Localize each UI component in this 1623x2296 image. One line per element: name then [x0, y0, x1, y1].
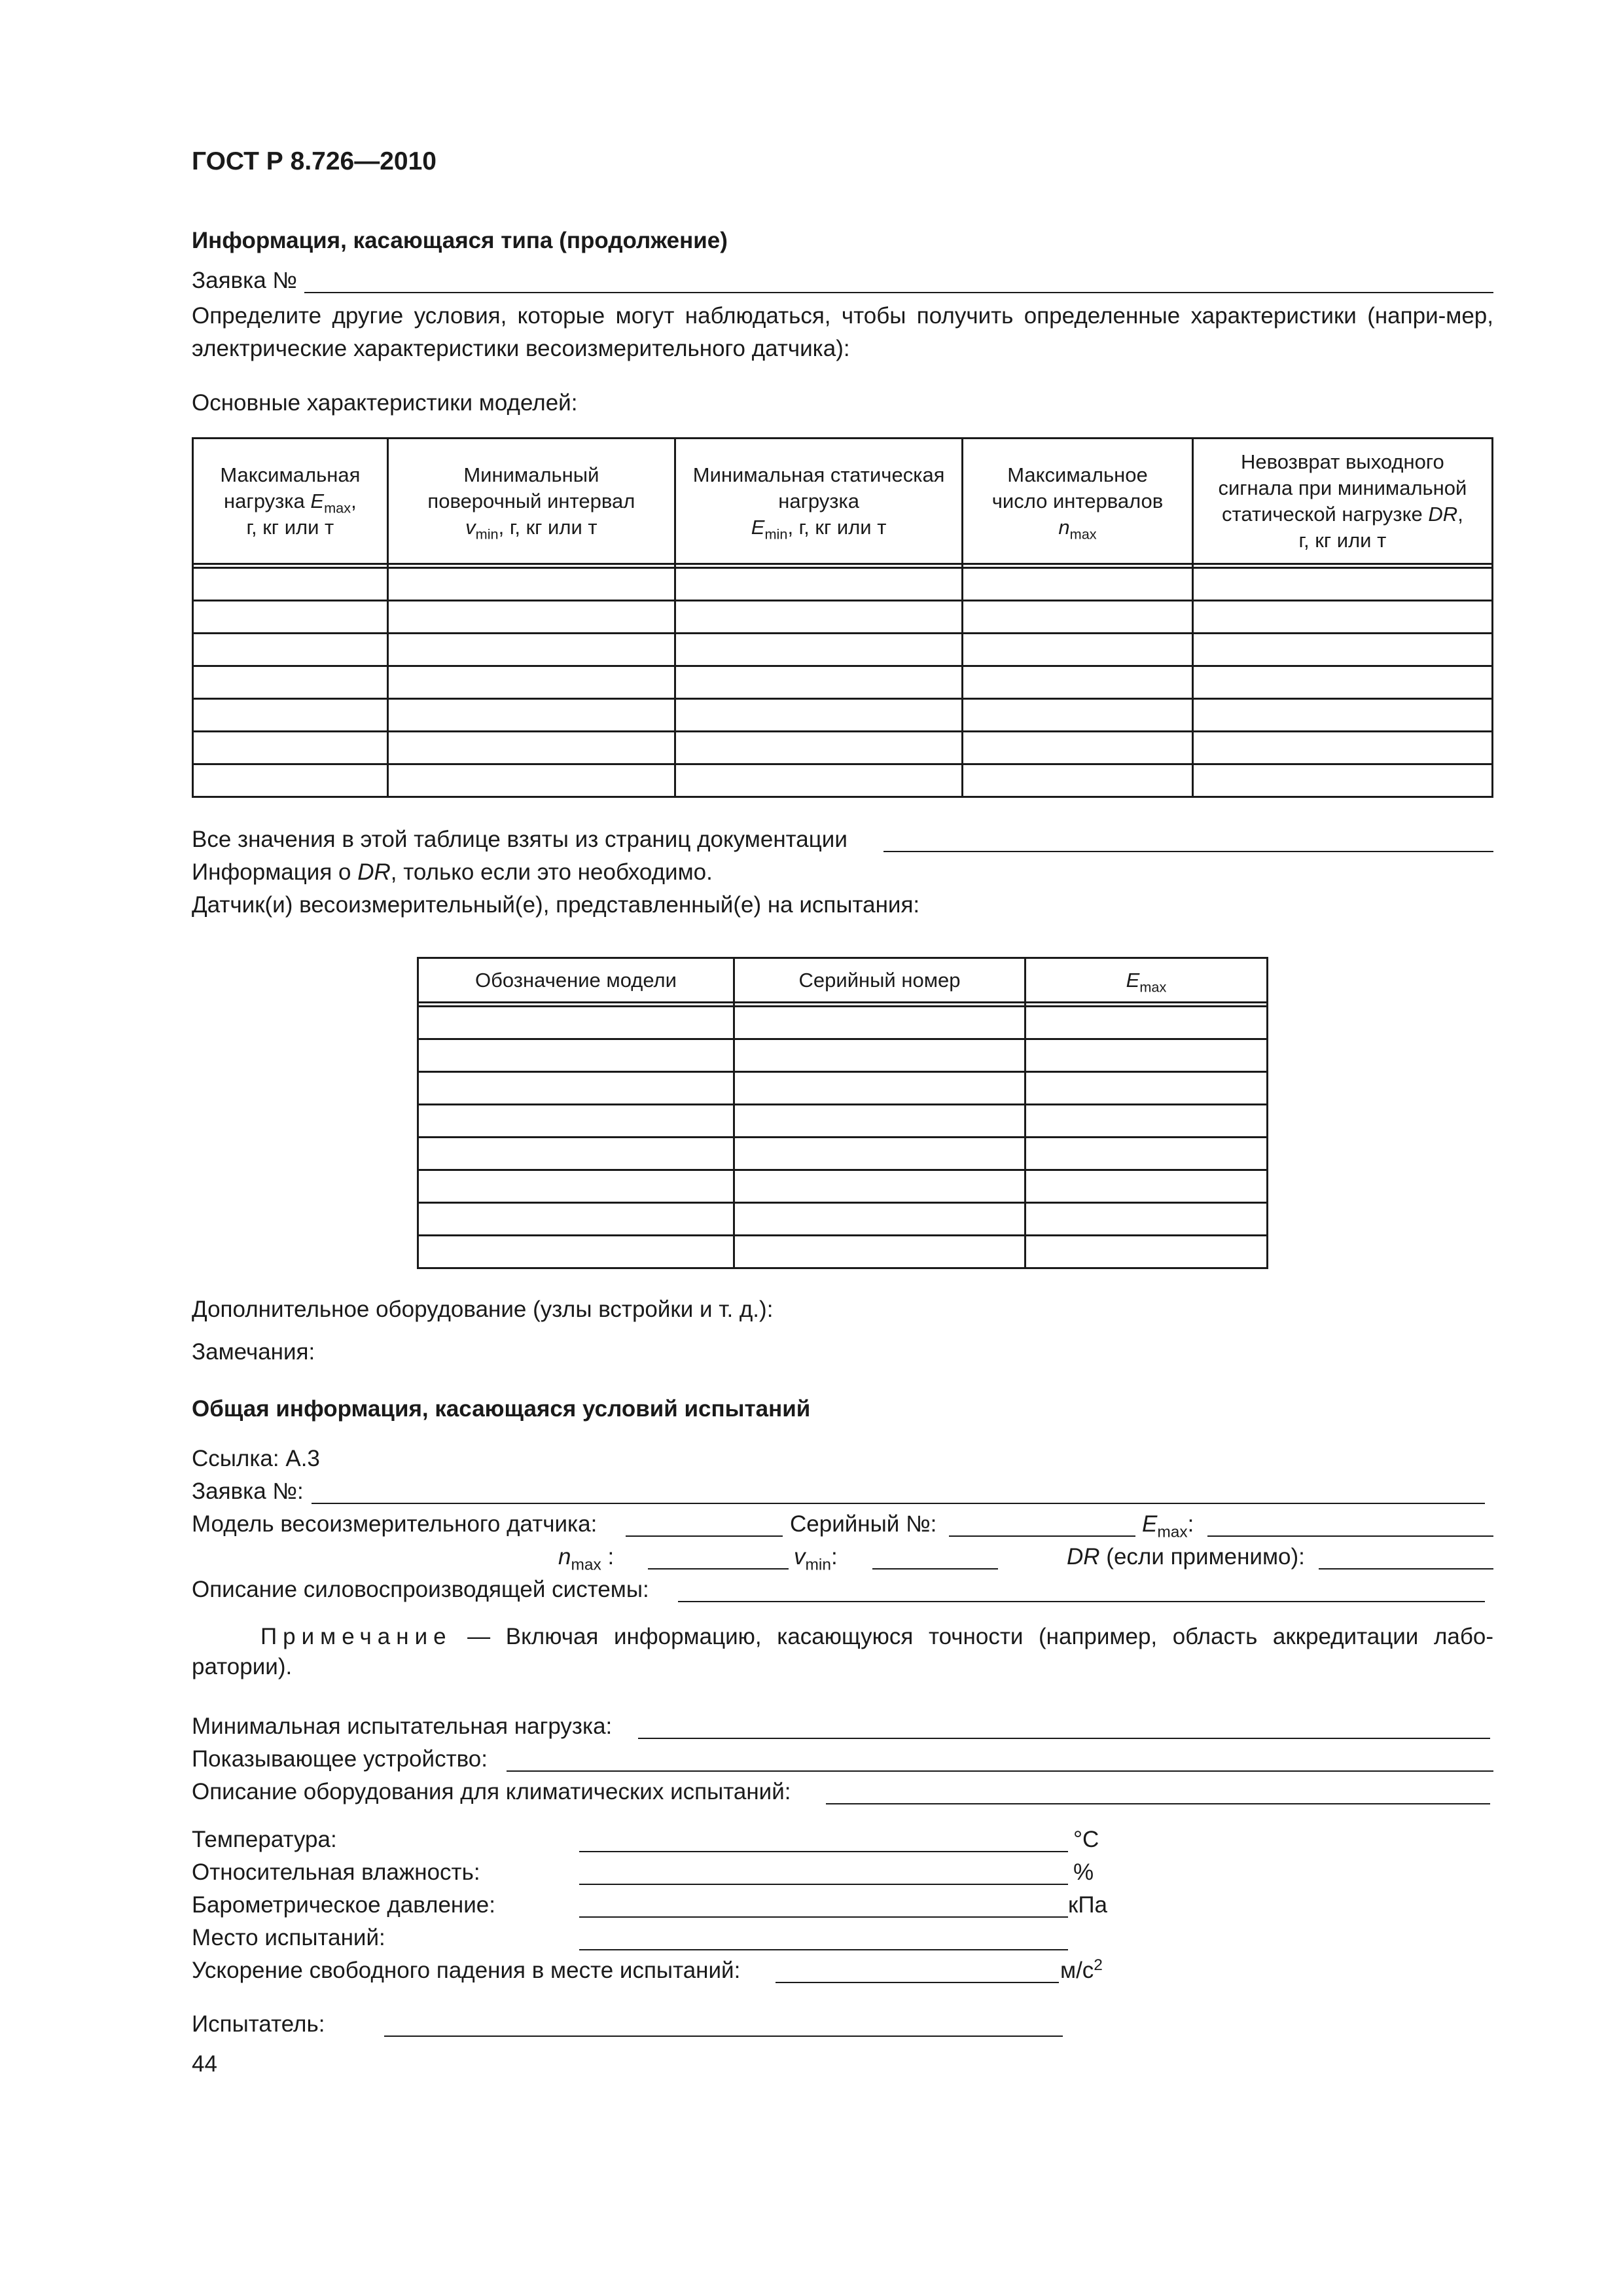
table-row[interactable] — [418, 1039, 1268, 1072]
serial-number-field[interactable] — [949, 1535, 1135, 1537]
indicator-field[interactable] — [507, 1770, 1493, 1772]
nmax-field[interactable] — [648, 1568, 789, 1570]
table-row[interactable] — [418, 1236, 1268, 1268]
nmax-label: $n_{max}$ : — [558, 1544, 615, 1574]
table-row[interactable] — [418, 1203, 1268, 1236]
header-emax: $E_{max}$ — [1026, 958, 1268, 1003]
application-number-field[interactable] — [304, 292, 1493, 293]
table-row[interactable] — [193, 568, 1493, 601]
section-heading-test-info: Общая информация, касающаяся условий испытаний — [192, 1396, 811, 1422]
gravity-field[interactable] — [776, 1982, 1059, 1983]
page-number: 44 — [192, 2051, 217, 2077]
force-system-label: Описание силовоспроизводящей системы: — [192, 1577, 649, 1602]
remarks-label: Замечания: — [192, 1339, 315, 1365]
pressure-field[interactable] — [579, 1916, 1068, 1918]
humidity-field[interactable] — [579, 1884, 1068, 1885]
reference-text: Ссылка: А.3 — [192, 1446, 320, 1471]
test-application-label: Заявка №: — [192, 1479, 304, 1504]
sensor-model-label: Модель весоизмерительного датчика: — [192, 1511, 597, 1537]
pressure-unit: кПа — [1068, 1892, 1107, 1918]
application-label: Заявка № — [192, 268, 297, 293]
table-row[interactable] — [418, 1105, 1268, 1138]
climate-equipment-label: Описание оборудования для климатических испытаний: — [192, 1779, 791, 1804]
sensors-table-header — [418, 958, 1268, 1003]
values-source-label: Все значения в этой таблице взяты из страниц документации — [192, 827, 847, 852]
emax-label: $E_{max}$: — [1142, 1511, 1194, 1541]
force-system-field[interactable] — [678, 1601, 1485, 1602]
section-heading-type-info: Информация, касающаяся типа (продолжение) — [192, 228, 728, 253]
header-min-static-load: Минимальная статическая нагрузка $E_{min}$, г, кг или т — [675, 439, 963, 564]
temperature-label: Температура: — [192, 1827, 337, 1852]
gravity-unit: $м/с^2$ — [1060, 1956, 1103, 1983]
place-label: Место испытаний: — [192, 1925, 385, 1950]
table-row[interactable] — [418, 1138, 1268, 1170]
header-max-load: Максимальная нагрузка $E_{max}$, г, кг или т — [193, 439, 388, 564]
gravity-label: Ускорение свободного падения в месте испытаний: — [192, 1958, 741, 1983]
vmin-field[interactable] — [872, 1568, 998, 1570]
models-table-header — [193, 439, 1493, 564]
test-application-field[interactable] — [312, 1503, 1485, 1504]
documentation-pages-field[interactable] — [883, 851, 1493, 852]
humidity-label: Относительная влажность: — [192, 1859, 480, 1885]
vmin-label: $v_{min}$: — [794, 1544, 838, 1574]
table-row[interactable] — [193, 634, 1493, 666]
sensors-table — [417, 957, 1268, 1269]
conditions-text: Определите другие условия, которые могут наблюдаться, чтобы получить определенные характеристики (напри-мер, электрические характеристики весоизмерительного датчика): — [192, 303, 1493, 361]
table-row[interactable] — [193, 601, 1493, 634]
note-text: Примечание — Включая информацию, касающуюся точности (например, область аккредитации лабо-ратории). — [192, 1624, 1493, 1679]
climate-equipment-field[interactable] — [826, 1803, 1490, 1804]
dr-label: DR (если применимо): — [1067, 1544, 1305, 1570]
models-table — [192, 437, 1493, 798]
header-serial-number: Серийный номер — [734, 958, 1026, 1003]
min-load-label: Минимальная испытательная нагрузка: — [192, 1713, 613, 1739]
min-load-field[interactable] — [638, 1738, 1490, 1739]
indicator-label: Показывающее устройство: — [192, 1746, 488, 1772]
header-output-return: Невозврат выходного сигнала при минимальной статической нагрузке DR, г, кг или т — [1192, 439, 1492, 564]
emax-field[interactable] — [1207, 1535, 1493, 1537]
models-label: Основные характеристики моделей: — [192, 390, 578, 416]
table-row[interactable] — [418, 1072, 1268, 1105]
humidity-unit: % — [1073, 1859, 1094, 1885]
table-row[interactable] — [418, 1007, 1268, 1039]
pressure-label: Барометрическое давление: — [192, 1892, 495, 1918]
table-row[interactable] — [193, 699, 1493, 732]
dr-field[interactable] — [1319, 1568, 1493, 1570]
place-field[interactable] — [579, 1949, 1068, 1950]
table-row[interactable] — [193, 764, 1493, 797]
tester-label: Испытатель: — [192, 2011, 325, 2037]
temperature-field[interactable] — [579, 1851, 1068, 1852]
header-max-number-intervals: Максимальное число интервалов $n_{max}$ — [963, 439, 1193, 564]
table-row[interactable] — [193, 666, 1493, 699]
table-row[interactable] — [418, 1170, 1268, 1203]
document-id: ГОСТ Р 8.726—2010 — [192, 147, 437, 175]
serial-number-label: Серийный №: — [790, 1511, 937, 1537]
temperature-unit: °С — [1073, 1827, 1099, 1852]
header-min-verification-interval: Минимальный поверочный интервал $v_{min}$, г, кг или т — [387, 439, 675, 564]
table-row[interactable] — [193, 732, 1493, 764]
dr-info-text: Информация о DR, только если это необходимо. — [192, 859, 713, 885]
sensor-model-field[interactable] — [626, 1535, 783, 1537]
additional-equipment-label: Дополнительное оборудование (узлы встройки и т. д.): — [192, 1297, 774, 1322]
sensors-label: Датчик(и) весоизмерительный(е), представленный(е) на испытания: — [192, 892, 920, 918]
header-model-designation: Обозначение модели — [418, 958, 734, 1003]
tester-field[interactable] — [384, 2036, 1063, 2037]
